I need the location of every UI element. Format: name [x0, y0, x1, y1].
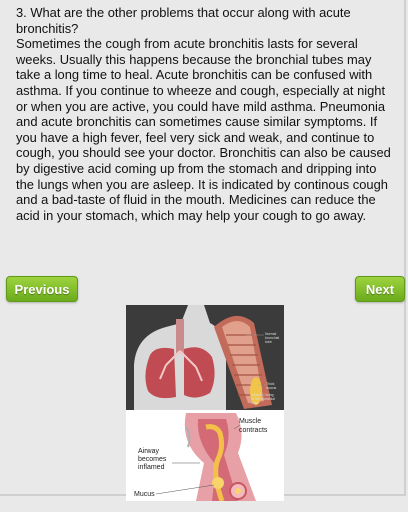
question-text: 3. What are the other problems that occur along with acute bronchitis?	[16, 5, 351, 36]
label-tube: tube	[265, 340, 272, 344]
lungs-diagram	[126, 305, 284, 410]
label-inflamed: inflamed	[138, 464, 165, 471]
airway-diagram	[126, 413, 284, 501]
label-mucus: Mucus	[134, 491, 155, 498]
bronchitis-illustration	[126, 305, 284, 498]
label-becomes: becomes	[138, 456, 167, 463]
label-bronchial: bronchial	[265, 336, 280, 340]
article-content	[16, 5, 396, 223]
label-of-bronchial: of the bronchial	[251, 397, 275, 401]
answer-text: Sometimes the cough from acute bronchitis lasts for several weeks. Usually this happens because the bronchial tubes may take a long time to heal. Acute bronchitis can be confused with asthma. If you continue to wheeze and cough, especially at night or when you are active, you could have mild asthma. Pneumonia and acute bronchitis can sometimes cause similar symptoms. If you have a high fever, feel very sick and weak, and continue to cough, you should see your doctor. Bronchitis can also be caused by digestive acid coming up from the stomach and dripping into the lungs when you are asleep. It is indicated by continous cough and a bad-taste of fluid in the mouth. Medicines can reduce the acid in your stomach, which may help your cough to go away.	[16, 36, 391, 223]
label-airway: Airway	[138, 448, 160, 455]
label-contracts: contracts	[239, 427, 268, 434]
label-thick: Thick	[266, 382, 275, 386]
label-inflamed-lining: Inflamed lining	[251, 393, 274, 397]
label-normal: Normal	[265, 332, 277, 336]
previous-button[interactable]: Previous	[6, 276, 78, 302]
label-muscle: Muscle	[239, 418, 262, 425]
next-button[interactable]: Next	[355, 276, 405, 302]
label-mucus-top: mucus	[266, 386, 277, 390]
label-tube-2: tube	[251, 401, 258, 405]
